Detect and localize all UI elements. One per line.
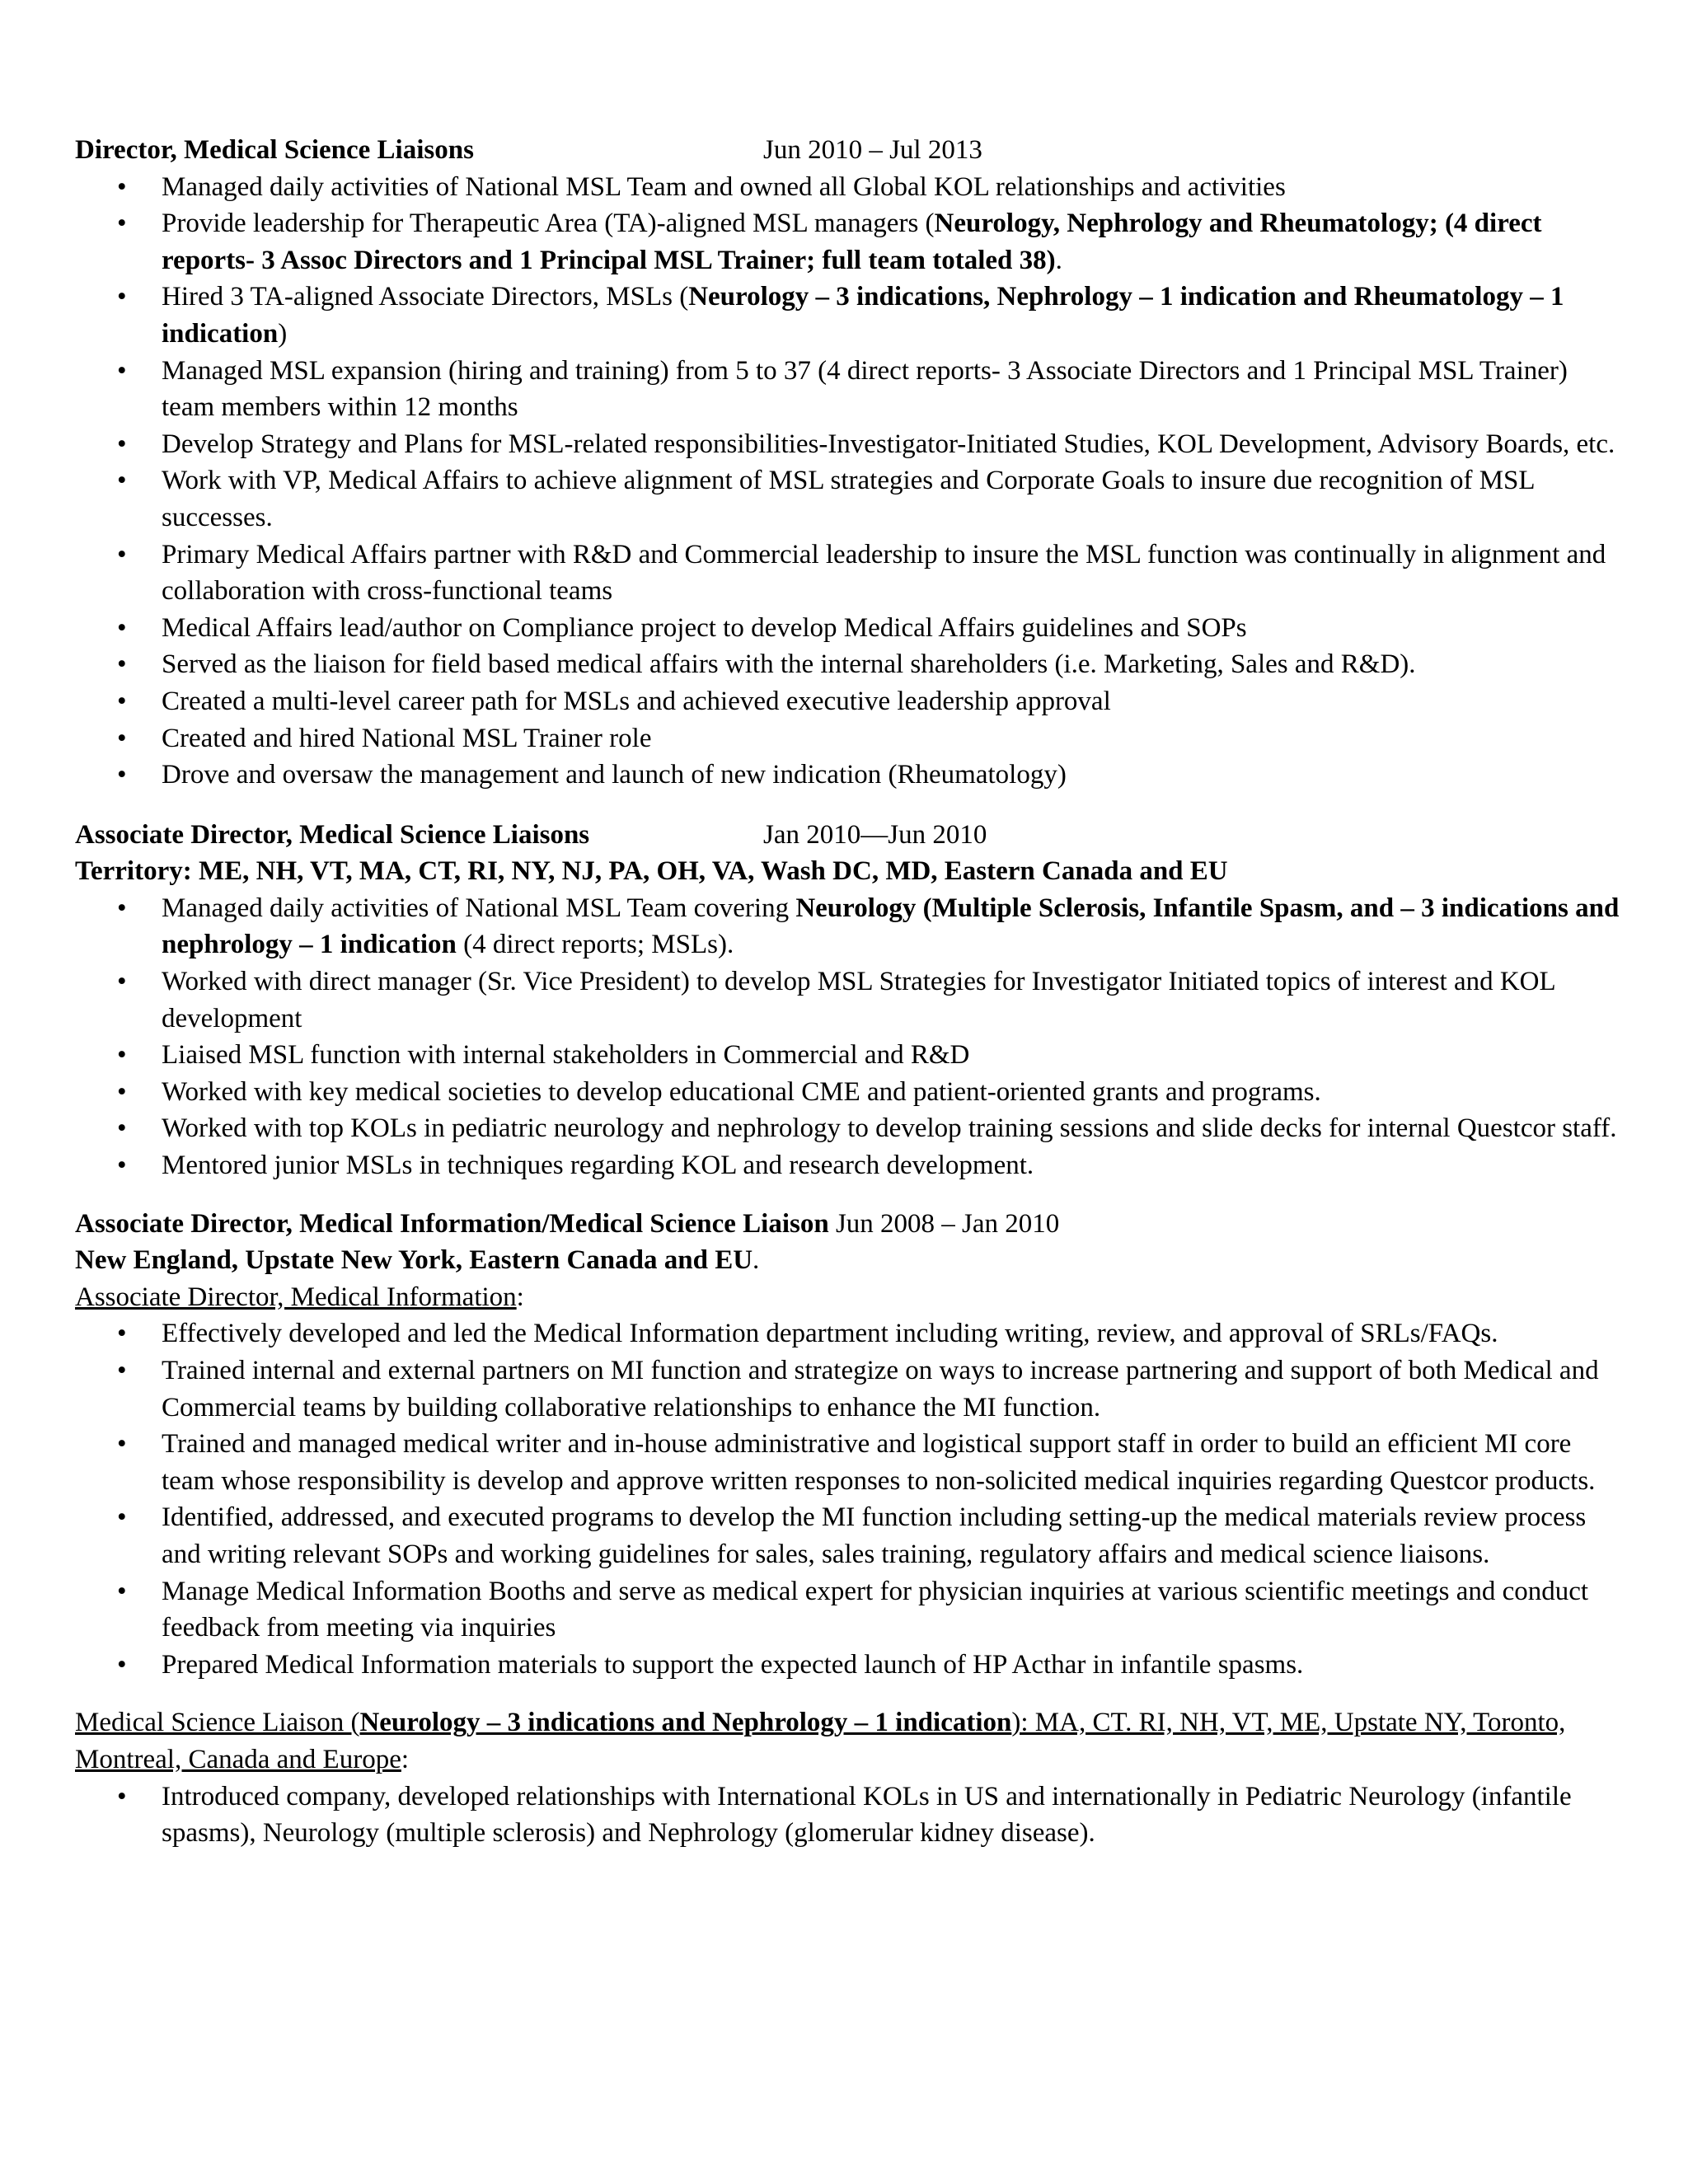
bullet-icon: • [117,1076,127,1107]
subrole-suffix: : [516,1282,524,1312]
text-run: Manage Medical Information Booths and serve as medical expert for physician inquiries at various scientific meetings and conduct feedback from meeting via inquiries [162,1576,1589,1643]
bullet-icon: • [117,1040,127,1071]
bullet-icon: • [117,355,127,386]
bullet-icon: • [117,1151,127,1181]
job-heading [75,817,1625,854]
region-line [75,1242,1625,1279]
bullet-item [75,426,1625,463]
bullet-item [75,1499,1625,1572]
text-run: Medical Affairs lead/author on Compliance project to develop Medical Affairs guidelines and SOPs [162,612,1247,643]
text-run: Work with VP, Medical Affairs to achieve alignment of MSL strategies and Corporate Goals to insure due recognition of MSL successes. [162,466,1535,532]
text-run: Hired 3 TA-aligned Associate Directors, MSLs ( [162,282,689,312]
bullet-item [75,720,1625,757]
text-run: Managed MSL expansion (hiring and training) from 5 to 37 (4 direct reports- 3 Associate Directors and 1 Principal MSL Trainer) team members within 12 months [162,355,1568,423]
text-run: . [1055,245,1062,275]
subrole-line [75,1279,1625,1316]
bullet-icon: • [117,612,127,643]
job-msl-neurology [75,1704,1625,1851]
text-run: Neurology (Multiple Sclerosis, Infantile Spasm, and – 3 indications and nephrology – 1 indication [162,893,1620,960]
text-run: Develop Strategy and Plans for MSL-related responsibilities-Investigator-Initiated Studies, KOL Development, Advisory Boards, etc. [162,429,1615,459]
territory-line: Territory: ME, NH, VT, MA, CT, RI, NY, NJ, PA, OH, VA, Wash DC, MD, Eastern Canada and EU [75,856,1228,887]
bullet-icon: • [117,1113,127,1144]
bullet-item [75,1573,1625,1647]
text-run: Worked with direct manager (Sr. Vice President) to develop MSL Strategies for Investigator Initiated topics of interest and KOL development [162,967,1555,1033]
text-run: Neurology – 3 indications and Nephrology – 1 indication [359,1708,1012,1738]
job-associate-director-mi [75,1206,1625,1684]
bullet-item [75,1147,1625,1184]
subrole-title: Associate Director, Medical Information [75,1282,517,1312]
bullet-list [75,1315,1625,1683]
bullet-item [75,169,1625,206]
job-heading [75,132,1625,169]
text-run: ): MA, CT. RI, NH, VT, ME, Upstate NY, Toronto, Montreal, Canada and Europe [75,1708,1566,1774]
text-run: Worked with key medical societies to develop educational CME and patient-oriented grants and programs. [162,1076,1321,1107]
bullet-icon: • [117,466,127,496]
text-run: Mentored junior MSLs in techniques regarding KOL and research development. [162,1151,1034,1181]
job-title: Associate Director, Medical Information/Medical Science Liaison [75,1208,829,1239]
bullet-item [75,1074,1625,1111]
text-run: Effectively developed and led the Medical Information department including writing, review, and approval of SRLs/FAQs. [162,1319,1498,1349]
bullet-item [75,1352,1625,1426]
text-run: Introduced company, developed relationships with International KOLs in US and internationally in Pediatric Neurology (infantile spasms), Neurology (multiple sclerosis) and Nephrology (glomerular kidney disease). [162,1781,1572,1849]
job-title: Director, Medical Science Liaisons [75,135,474,165]
bullet-icon: • [117,893,127,923]
bullet-item [75,646,1625,683]
bullet-icon: • [117,209,127,239]
text-run: Prepared Medical Information materials to support the expected launch of HP Acthar in infantile spasms. [162,1649,1304,1680]
text-run: Created a multi-level career path for MSLs and achieved executive leadership approval [162,686,1111,716]
bullet-icon: • [117,539,127,569]
text-run: (4 direct reports; MSLs). [456,930,734,960]
bullet-item [75,1110,1625,1147]
bullet-item [75,279,1625,352]
bullet-icon: • [117,1781,127,1811]
bullet-icon: • [117,1502,127,1533]
text-run: Managed daily activities of National MSL Team covering [162,893,796,923]
bullet-item [75,1426,1625,1499]
text-run: Provide leadership for Therapeutic Area (TA)-aligned MSL managers ( [162,209,935,239]
bullet-icon: • [117,686,127,716]
job-director-msl [75,132,1625,794]
msl-role-heading [75,1704,1625,1778]
job-dates: Jan 2010—Jun 2010 [763,819,987,850]
text-run: Neurology – 3 indications, Nephrology – 1 indication and Rheumatology – 1 indication [162,282,1564,349]
region-text: New England, Upstate New York, Eastern Canada and EU [75,1245,753,1276]
text-run: Trained and managed medical writer and in-house administrative and logistical support staff in order to build an efficient MI core team whose responsibility is develop and approve written responses to non-solicited medical inquiries regarding Questcor products. [162,1429,1596,1496]
text-run: Liaised MSL function with internal stakeholders in Commercial and R&D [162,1040,970,1071]
bullet-item [75,1779,1625,1852]
text-run: Medical Science Liaison ( [75,1708,360,1738]
bullet-icon: • [117,282,127,312]
job-heading [75,1206,1625,1243]
bullet-icon: • [117,1649,127,1680]
bullet-item [75,1315,1625,1352]
bullet-item [75,537,1625,610]
bullet-item [75,963,1625,1037]
text-run: Served as the liaison for field based medical affairs with the internal shareholders (i.e. Marketing, Sales and R&D). [162,649,1416,680]
bullet-list [75,890,1625,1184]
text-run: Identified, addressed, and executed programs to develop the MI function including setting-up the medical materials review process and writing relevant SOPs and working guidelines for sales, sales training, regulatory affairs and medical science liaisons. [162,1502,1587,1569]
bullet-icon: • [117,429,127,459]
bullet-list [75,169,1625,794]
bullet-icon: • [117,1576,127,1606]
bullet-item [75,890,1625,963]
text-run: Neurology, Nephrology and Rheumatology; (4 direct reports- 3 Assoc Directors and 1 Principal MSL Trainer; full team totaled 38) [162,209,1542,275]
bullet-item [75,205,1625,279]
text-run: ) [278,318,288,349]
bullet-icon: • [117,1356,127,1385]
bullet-item [75,683,1625,720]
job-title: Associate Director, Medical Science Liaisons [75,819,590,850]
resume-page [75,132,1625,1877]
text-run: Managed daily activities of National MSL Team and owned all Global KOL relationships and activities [162,171,1286,202]
bullet-icon: • [117,1429,127,1460]
job-associate-director-msl [75,817,1625,1184]
text-run: : [401,1744,410,1774]
text-run: Primary Medical Affairs partner with R&D and Commercial leadership to insure the MSL function was continually in alignment and collaboration with cross-functional teams [162,539,1606,607]
bullet-icon: • [117,723,127,753]
bullet-icon: • [117,967,127,997]
text-run: Worked with top KOLs in pediatric neurology and nephrology to develop training sessions and slide decks for internal Questcor staff. [162,1113,1617,1144]
bullet-item [75,610,1625,647]
bullet-icon: • [117,171,127,202]
bullet-item [75,1647,1625,1684]
bullet-item [75,1037,1625,1074]
bullet-icon: • [117,1319,127,1349]
bullet-icon: • [117,649,127,680]
job-dates: Jun 2008 – Jan 2010 [835,1208,1060,1239]
job-dates: Jun 2010 – Jul 2013 [763,135,982,165]
region-suffix: . [753,1245,760,1276]
bullet-item [75,462,1625,536]
bullet-list [75,1779,1625,1852]
bullet-item [75,757,1625,794]
text-run: Created and hired National MSL Trainer role [162,723,652,753]
bullet-icon: • [117,760,127,790]
bullet-item [75,353,1625,426]
text-run: Trained internal and external partners on MI function and strategize on ways to increase partnering and support of both Medical and Commercial teams by building collaborative relationships to enhance the MI function. [162,1356,1599,1422]
text-run: Drove and oversaw the management and launch of new indication (Rheumatology) [162,760,1067,790]
